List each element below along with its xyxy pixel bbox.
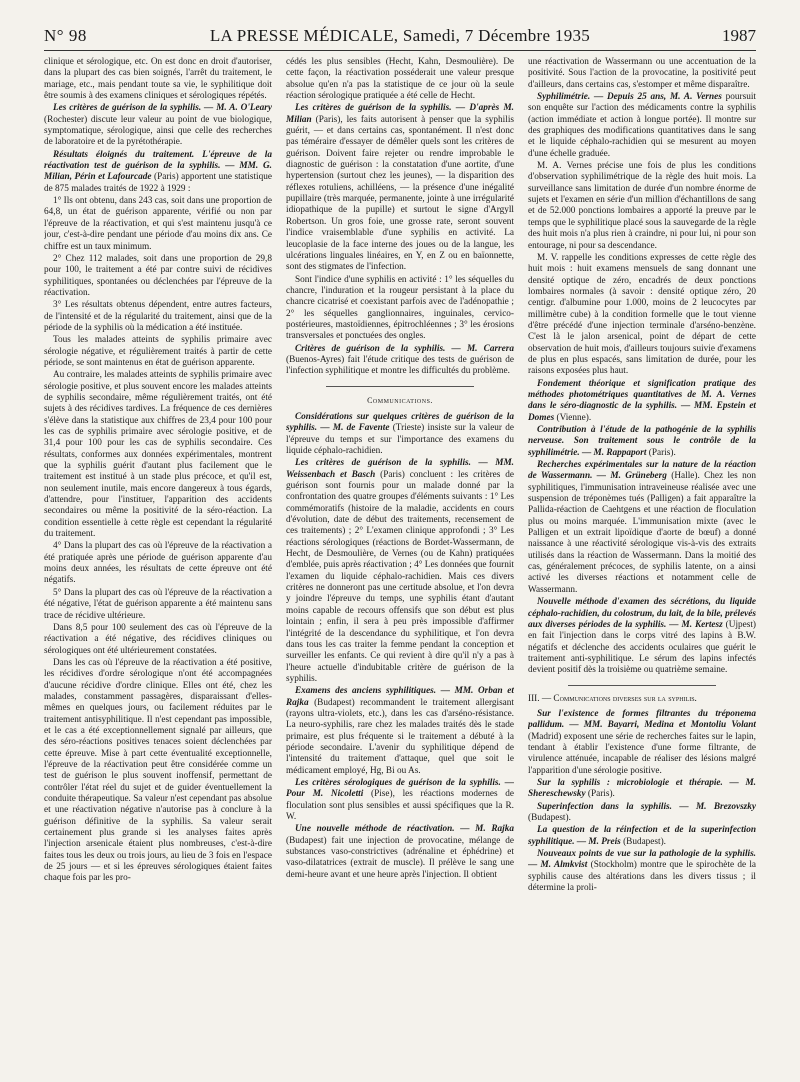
paragraph: cédés les plus sensibles (Hecht, Kahn, Desmoulière). De cette façon, la réactivation posséderait une valeur presque absolue qu'en n'a pas la statistique de ce jour où la seule réaction sérologique pratiquée a été celle de Hecht. <box>286 57 514 102</box>
paragraph-text: (Stockholm) montre que le spirochète de la syphilis cause des altérations dans les divers tissus ; il détermine la proli- <box>528 860 756 894</box>
paragraph-text: (Budapest). <box>620 836 666 847</box>
paragraph-text: (Buenos-Ayres) fait l'étude critique des tests de guérison de l'infection syphilitique et montre les difficultés du problème. <box>286 354 514 377</box>
paragraph: 1° Ils ont obtenu, dans 243 cas, soit dans une proportion de 64,8, un état de guérison apparente, vérifié ou non par l'épreuve de la réactivation, et qui s'est maintenu jusqu'à ce jour, c'est-à-dire pendant une période d'au moins dix ans. Ce chiffre est un taux minimum. <box>44 196 272 252</box>
header-rule <box>44 50 756 51</box>
paragraph-text: (Budapest). <box>528 813 571 823</box>
paragraph-text: poursuit son enquête sur l'action des médicaments contre la syphilis (action immédiate et action à longue portée). Il montre sur des graphiques des modifications quantitatives dans le sang et le liquide céphalo-rachidien qui se mesurent au moyen d'une échelle graduée. <box>528 92 756 159</box>
paragraph <box>528 379 756 424</box>
paragraph <box>286 344 514 378</box>
page-number: 1987 <box>722 26 756 45</box>
paragraph <box>528 460 756 596</box>
paragraph: M. A. Vernes précise une fois de plus les conditions d'observation syphilimétrique de la règle des huit mois. La surveillance sans limitation de durée d'un nombre énorme de sujets et l'examen en série d'un million d'échantillons de sang et de 52.000 ponctions lombaires a apporté la preuve par le temps que le syphilitique placé sous la sauvegarde de la règle des huit mois n'a plus rien à craindre, ni pour lui, ni pour son entourage, ni pour sa descendance. <box>528 161 756 251</box>
section-heading: Examens des anciens syphilitiques. — MM. Orban et Rajka <box>286 686 514 708</box>
section-heading: Les critères de guérison de la syphilis. — D'après M. Milian <box>286 103 514 125</box>
section-heading: Nouvelle méthode d'examen des sécrétions, du liquide céphalo-rachidien, du colostrum, du lait, de la bile, prélevés aux diverses périodes de la syphilis. — M. Kertesz <box>528 597 756 630</box>
paragraph-text: (Budapest) recommandent le traitement allergisant (rayons ultra-violets, etc.), dans les cas d'arséno-résistance. La neuro-syphilis, rare chez les malades traités dès le stade primaire, est plus fréquente si le traitement a débuté à la période secondaire. L'avenir du syphilitique dépend de l'intensité du traitement d'attaque, quel que soit le médicament employé, Hg, Bi ou As. <box>286 697 514 776</box>
section-heading: Les critères de guérison de la syphilis. — MM. Weissenbach et Basch <box>286 458 514 480</box>
section-heading: Considérations sur quelques critères de guérison de la syphilis. — M. de Favente <box>286 411 514 434</box>
paragraph <box>528 92 756 160</box>
paragraph <box>528 597 756 676</box>
section-heading: Une nouvelle méthode de réactivation. — M. Rajka <box>295 824 514 835</box>
section-heading: Les critères de guérison de la syphilis. — M. A. O'Leary <box>53 103 272 114</box>
section-heading: Syphilimétrie. — Depuis 25 ans, M. A. Vernes <box>537 92 722 103</box>
paragraph: M. V. rappelle les conditions expresses de cette règle des huit mois : huit examens mensuels de sang donnant une densité optique de zéro, encadrés de deux ponctions lombaires normales (à savoir : densité optique zéro, 20 centigr. d'albumine pour 1.000, moins de 2 leucocytes par millimètre cube) à la condition formelle que le tout vienne d'être précédé d'une injection terminale d'arséno-benzène. C'est là le jalon arsenical, point de départ de cette observation de huit mois, d'ailleurs toujours suivie d'examens de plus en plus espacés, sans limitation de durée, pour les raisons exposées plus haut. <box>528 252 756 377</box>
section-label: III. — Communications diverses sur la syphilis. <box>528 693 697 704</box>
paragraph: Dans 8,5 pour 100 seulement des cas où l'épreuve de la réactivation a été négative, des récidives cliniques ou sérologiques ont été ultérieurement constatées. <box>44 622 272 656</box>
journal-title-date: LA PRESSE MÉDICALE, Samedi, 7 Décembre 1935 <box>209 26 591 45</box>
section-heading: Fondement théorique et signification pratique des méthodes photométriques quantitatives de M. A. Vernes dans le séro-diagnostic de la syphilis. — MM. Epstein et Domes <box>528 378 756 423</box>
section-heading: Recherches expérimentales sur la nature de la réaction de Wassermann. — M. Grüneberg <box>528 460 756 482</box>
paragraph <box>286 458 514 685</box>
paragraph: 3° Les résultats obtenus dépendent, entre autres facteurs, de l'intensité et de la régularité du traitement, ainsi que de la période de la syphilis où la médication a été instituée. <box>44 300 272 333</box>
paragraph-text: (Budapest) fait une injection de provocatine, mélange de substances vaso-constrictives (adrénaline et éphédrine) et vaso-dilatatrices (extrait de muscle). Il prélève le sang une demi-heure avant et une heure après l'injection. Il obtient <box>286 835 514 880</box>
paragraph <box>286 412 514 457</box>
paragraph <box>44 103 272 148</box>
section-heading: Superinfection dans la syphilis. — M. Brezovszky <box>537 801 756 812</box>
section-heading: Critères de guérison de la syphilis. — M. Carrera <box>295 343 514 354</box>
paragraph: Dans les cas où l'épreuve de la réactivation a été positive, les récidives d'ordre sérologique n'ont été accompagnées d'aucune récidive d'ordre clinique. Elles ont été, chez les malades, constamment passagères, disparaissant d'elles-mêmes en quelques jours, ou facilement réduites par le traitement antisyphilitique. Il n'est cependant pas impossible, et le cas a été exceptionnellement signalé par ailleurs, que des séro-réactions positives tenaces soient déclenchées par cette épreuve. Mise à part cette éventualité exceptionnelle, l'épreuve de la réactivation peut être considérée comme un test de guérison le plus souvent inoffensif, permettant de contrôler l'état réel du sujet et de guider éventuellement la conduite thérapeutique. Sa valeur n'est cependant pas absolue et une réactivation négative n'autorise pas à conclure à la guérison définitive de la syphilis. Sa valeur serait certainement plus grande si les analyses faites après l'injection arsenicale étaient plus nombreuses, c'est-à-dire faites tous les deux ou trois jours, au lieu de 3 fois en l'espace de 25 jours — et si les épreuves sérologiques étaient faites chaque fois par les pro- <box>44 657 272 884</box>
page-header <box>44 26 756 48</box>
column-3 <box>528 57 756 1067</box>
article-columns <box>44 57 756 1067</box>
column-1 <box>44 57 272 1067</box>
paragraph: une réactivation de Wassermann ou une accentuation de la positivité. Sous l'action de la provocatine, la positivité peut d'ailleurs, dans certains cas, s'estomper et même disparaître. <box>528 57 756 90</box>
section-label: Communications. <box>367 395 433 405</box>
paragraph-text: (Vienne). <box>554 412 592 423</box>
paragraph <box>528 425 756 459</box>
paragraph-text: (Rochester) discute leur valeur au point de vue biologique, symptomatique, sérologique, ainsi que celle des recherches de laboratoire et de la pyrétothérapie. <box>44 114 272 148</box>
paragraph <box>528 825 756 848</box>
paragraph <box>286 103 514 273</box>
paragraph-text: (Paris), les faits autorisent à penser que la syphilis guérit, — et dans certains cas, spontanément. Il n'est donc pas téméraire d'essayer de démêler quels sont les critères de guérison. Doivent faire rejeter ou rendre improbable le diagnostic de guérison : la constatation d'une aortite, d'une hypertension (surtout chez les jeunes), — la disparition des réflexes rotuliens, achilléens, — la présence d'une inégalité pupillaire (très marquée, permanente, jointe à une irrégularité idiopathique de la pupille) et surtout le signe d'Argyll Robertson. Un gros foie, une grosse rate, seront souvent l'indice vraisemblable d'une syphilis en activité. La leucoplasie de la face interne des joues ou de la langue, les ulcérations linguales linéaires, en Y, en Z ou en baïonnette, sont des stigmates de l'infection. <box>286 114 514 273</box>
paragraph-text: (Paris) apportent une statistique de 875 malades traités de 1922 à 1929 : <box>44 172 272 194</box>
section-divider <box>568 685 716 686</box>
section-heading: Nouveaux points de vue sur la pathologie de la syphilis. — M. Almkvist <box>528 849 756 871</box>
issue-number: N° 98 <box>44 26 87 45</box>
paragraph <box>528 802 756 825</box>
paragraph <box>528 709 756 777</box>
paragraph <box>528 778 756 801</box>
paragraph: Au contraire, les malades atteints de syphilis primaire avec sérologie positive, et plus souvent encore les malades atteints de syphilis secondaire, même régulièrement traités, ont été sujets à des récidives tardives. La fréquence de ces dernières s'élève dans la statistique aux chiffres de 23,4 pour 100 pour les cas de syphilis primaire avec sérologie positive, et de 31,4 pour 100 pour les cas de syphilis secondaire. Ces résultats, conformes aux données expérimentales, montrent que la syphilis guérit d'autant plus facilement que le traitement est institué à un stade plus précoce, et qu'il est, non seulement inutile, mais encore dangereux à tous égards, d'attendre, pour l'instituer, l'apparition des accidents secondaires ou même la positivité de la séro-réaction. La condition essentielle à cette règle est cependant la régularité du traitement. <box>44 370 272 540</box>
section-heading: Sur la syphilis : microbiologie et thérapie. — M. Shereschewsky <box>528 777 756 800</box>
section-divider <box>326 386 474 387</box>
section-heading: Contribution à l'étude de la pathogénie de la syphilis nerveuse. Son traitement sous le contrôle de la syphilimétrie. — M. Rappaport <box>528 425 756 458</box>
paragraph: clinique et sérologique, etc. On est donc en droit d'autoriser, dans la plupart des cas bien soignés, l'arrêt du traitement, le mariage, etc., mais pendant toute sa vie, le syphilitique doit être soumis à des examens cliniques et sérologiques répétés. <box>44 57 272 102</box>
paragraph <box>286 778 514 823</box>
section-heading: La question de la réinfection et de la superinfection syphilitique. — M. Preis <box>528 825 756 847</box>
paragraph: 5° Dans la plupart des cas où l'épreuve de la réactivation a été négative, l'état de guérison apparente a été maintenu sans trace de récidive ultérieure. <box>44 587 272 621</box>
section-heading: Les critères sérologiques de guérison de la syphilis. — Pour M. Nicoletti <box>286 777 514 800</box>
paragraph: Sont l'indice d'une syphilis en activité : 1° les séquelles du chancre, l'induration et la rougeur persistant à la place du chancre cicatrisé et coexistant parfois avec de l'adénopathie ; 2° les séquelles ganglionnaires, inguinales, cervico-postérieures, mastoïdiennes, épitrochléennes ; 3° les érosions transversales et ponctuées des ongles. <box>286 274 514 342</box>
section-heading: Résultats éloignés du traitement. L'épreuve de la réactivation test de guérison de la syphilis. — MM. G. Milian, Périn et Lafourcade <box>44 149 272 183</box>
paragraph-text: (Paris). <box>646 447 676 458</box>
paragraph <box>286 824 514 881</box>
paragraph <box>44 150 272 195</box>
paragraph-text: (Ujpest) en fait l'injection dans le corps vitré des lapins à B.W. négatifs et déclenche des accidents oculaires que guérit le traitement anti-syphilitique. Le sérum des lapins infectés devient positif dès la troisième ou quatrième semaine. <box>528 619 756 676</box>
paragraph <box>528 849 756 894</box>
paragraph: Tous les malades atteints de syphilis primaire avec sérologie négative, et régulièrement traités à partir de cette période, se sont maintenus en état de guérison apparente. <box>44 335 272 368</box>
paragraph: 2° Chez 112 malades, soit dans une proportion de 29,8 pour 100, le traitement a été par contre suivi de récidives syphilitiques, spontanées ou déclenchées par l'épreuve de la réactivation. <box>44 253 272 298</box>
paragraph-text: (Paris). <box>585 789 615 800</box>
paragraph-text: (Paris) concluent : les critères de guérison sont fournis pour un malade donné par la confrontation des quatre groupes d'éléments suivants : 1° Les commémoratifs (histoire de la maladie, accidents en cours d'évolution, date de début des traitements, recensement de ces traitements) ; 2° L'examen clinique approfondi ; 3° Les réactions sérologiques (réactions de Bordet-Wassermann, de Hecht, de Desmoulière, de Vernes (ou de Kahn) pratiquées d'emblée, puis après réactivation ; 4° Les données que fournit l'examen du liquide céphalo-rachidien. Mais ces divers critères ne donneront pas une certitude absolue, et l'on devra y joindre l'épreuve du temps, une syphilis étant d'autant moins capable de recours offensifs que son début est plus lointain ; enfin, il sera à peu près impossible d'affirmer l'intégrité de la descendance du syphilitique, et l'on devra dans tous les cas traiter la femme pendant la conception et surveiller les enfants. Ce qui revient à dire qu'il n'y a pas à l'heure actuelle d'indubitable critère de guérison de la syphilis. <box>286 469 514 684</box>
paragraph-text: (Halle). Chez les non syphilitiques, l'immunisation intraveineuse réalisée avec une suspension de tréponèmes tués (Palligen) a fait apparaître la Pallida-réaction de Caehtgens et une réaction de floculation plus ou moins marquée. L'immunisation mixte (avec le Palligen et un extrait lipoïdique d'aorte de bœuf) a donné naissance à une réactivité sérologique vis-à-vis des extraits utilisés dans la réaction de Wassermann. Dans la moitié des cas, généralement précoces, de syphilis latente, on a ainsi activé les diverses réactions et notamment celle de Wassermann. <box>528 471 756 595</box>
paragraph-text: (Trieste) insiste sur la valeur de l'épreuve du temps et sur l'importance des examens du liquide céphalo-rachidien. <box>286 423 514 456</box>
column-2 <box>286 57 514 1067</box>
paragraph: 4° Dans la plupart des cas où l'épreuve de la réactivation a été pratiquée après une période de guérison apparente d'au moins deux années, les résultats de cette épreuve ont été négatifs. <box>44 541 272 586</box>
paragraph-text: (Madrid) exposent une série de recherches faites sur le lapin, tendant à établir l'existence d'une forme filtrante, de virulence atténuée, incapable de réaliser des lésions malgré l'apparition d'une sérologie positive. <box>528 731 756 776</box>
paragraph-text: (Pise), les réactions modernes de floculation sont plus sensibles et aussi spécifiques que la R. W. <box>286 789 514 822</box>
paragraph <box>286 686 514 777</box>
section-heading: Sur l'existence de formes filtrantes du tréponema pallidum. — MM. Bayarri, Medina et Montoliu Volant <box>528 708 756 731</box>
